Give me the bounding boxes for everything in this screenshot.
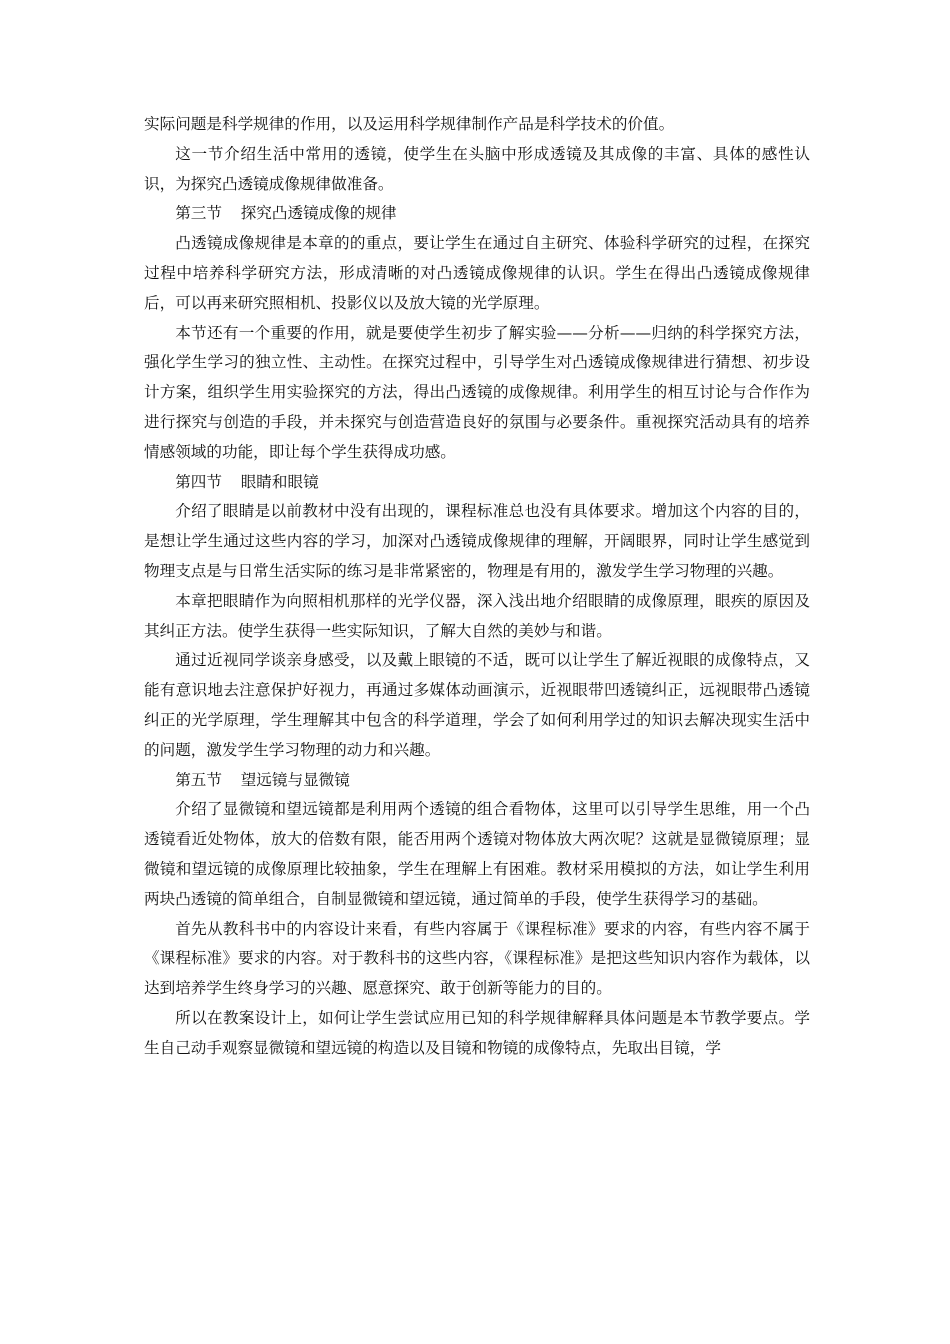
section-number: 第三节 (175, 204, 222, 223)
section-heading (144, 766, 810, 796)
paragraph: 通过近视同学谈亲身感受，以及戴上眼镜的不适，既可以让学生了解近视眼的成像特点，又能有意识地去注意保护好视力，再通过多媒体动画演示，近视眼带凹透镜纠正，远视眼带凸透镜纠正的光学原理，学生理解其中包含的科学道理，学会了如何利用学过的知识去解决现实生活中的问题，激发学生学习物理的动力和兴趣。 (144, 651, 810, 759)
paragraph: 凸透镜成像规律是本章的的重点，要让学生在通过自主研究、体验科学研究的过程，在探究过程中培养科学研究方法，形成清晰的对凸透镜成像规律的认识。学生在得出凸透镜成像规律后，可以再来研究照相机、投影仪以及放大镜的光学原理。 (144, 234, 810, 312)
paragraph: 介绍了显微镜和望远镜都是利用两个透镜的组合看物体，这里可以引导学生思维，用一个凸透镜看近处物体，放大的倍数有限，能否用两个透镜对物体放大两次呢？这就是显微镜原理；显微镜和望远镜的成像原理比较抽象，学生在理解上有困难。教材采用模拟的方法，如让学生利用两块凸透镜的简单组合，自制显微镜和望远镜，通过简单的手段，使学生获得学习的基础。 (144, 800, 810, 908)
section-number: 第五节 (175, 770, 222, 789)
section-title: 望远镜与显微镜 (240, 770, 350, 789)
paragraph: 首先从教科书中的内容设计来看，有些内容属于《课程标准》要求的内容，有些内容不属于《课程标准》要求的内容。对于教科书的这些内容，《课程标准》是把这些知识内容作为载体，以达到培养学生终身学习的兴趣、愿意探究、敢于创新等能力的目的。 (144, 919, 810, 998)
document-page (144, 110, 810, 1064)
section-heading (144, 199, 810, 229)
section-heading (144, 468, 810, 498)
paragraph: 本节还有一个重要的作用，就是要使学生初步了解实验——分析——归纳的科学探究方法，强化学生学习的独立性、主动性。在探究过程中，引导学生对凸透镜成像规律进行猜想、初步设计方案，组织学生用实验探究的方法，得出凸透镜的成像规律。利用学生的相互讨论与合作作为进行探究与创造的手段，并未探究与创造营造良好的氛围与必要条件。重视探究活动具有的培养情感领域的功能，即让每个学生获得成功感。 (144, 323, 810, 461)
section-title: 探究凸透镜成像的规律 (240, 204, 397, 223)
paragraph: 介绍了眼睛是以前教材中没有出现的，课程标准总也没有具体要求。增加这个内容的目的，是想让学生通过这些内容的学习，加深对凸透镜成像规律的理解，开阔眼界，同时让学生感觉到物理支点是与日常生活实际的练习是非常紧密的，物理是有用的，激发学生学习物理的兴趣。 (144, 502, 810, 580)
section-title: 眼睛和眼镜 (240, 472, 319, 491)
section-number: 第四节 (175, 472, 222, 491)
paragraph: 本章把眼睛作为向照相机那样的光学仪器，深入浅出地介绍眼睛的成像原理，眼疾的原因及其纠正方法。使学生获得一些实际知识，了解大自然的美妙与和谐。 (144, 591, 810, 640)
paragraph: 所以在教案设计上，如何让学生尝试应用已知的科学规律解释具体问题是本节教学要点。学生自己动手观察显微镜和望远镜的构造以及目镜和物镜的成像特点，先取出目镜，学 (144, 1008, 810, 1057)
paragraph: 这一节介绍生活中常用的透镜，使学生在头脑中形成透镜及其成像的丰富、具体的感性认识，为探究凸透镜成像规律做准备。 (144, 144, 810, 193)
paragraph: 实际问题是科学规律的作用，以及运用科学规律制作产品是科学技术的价值。 (144, 115, 675, 133)
